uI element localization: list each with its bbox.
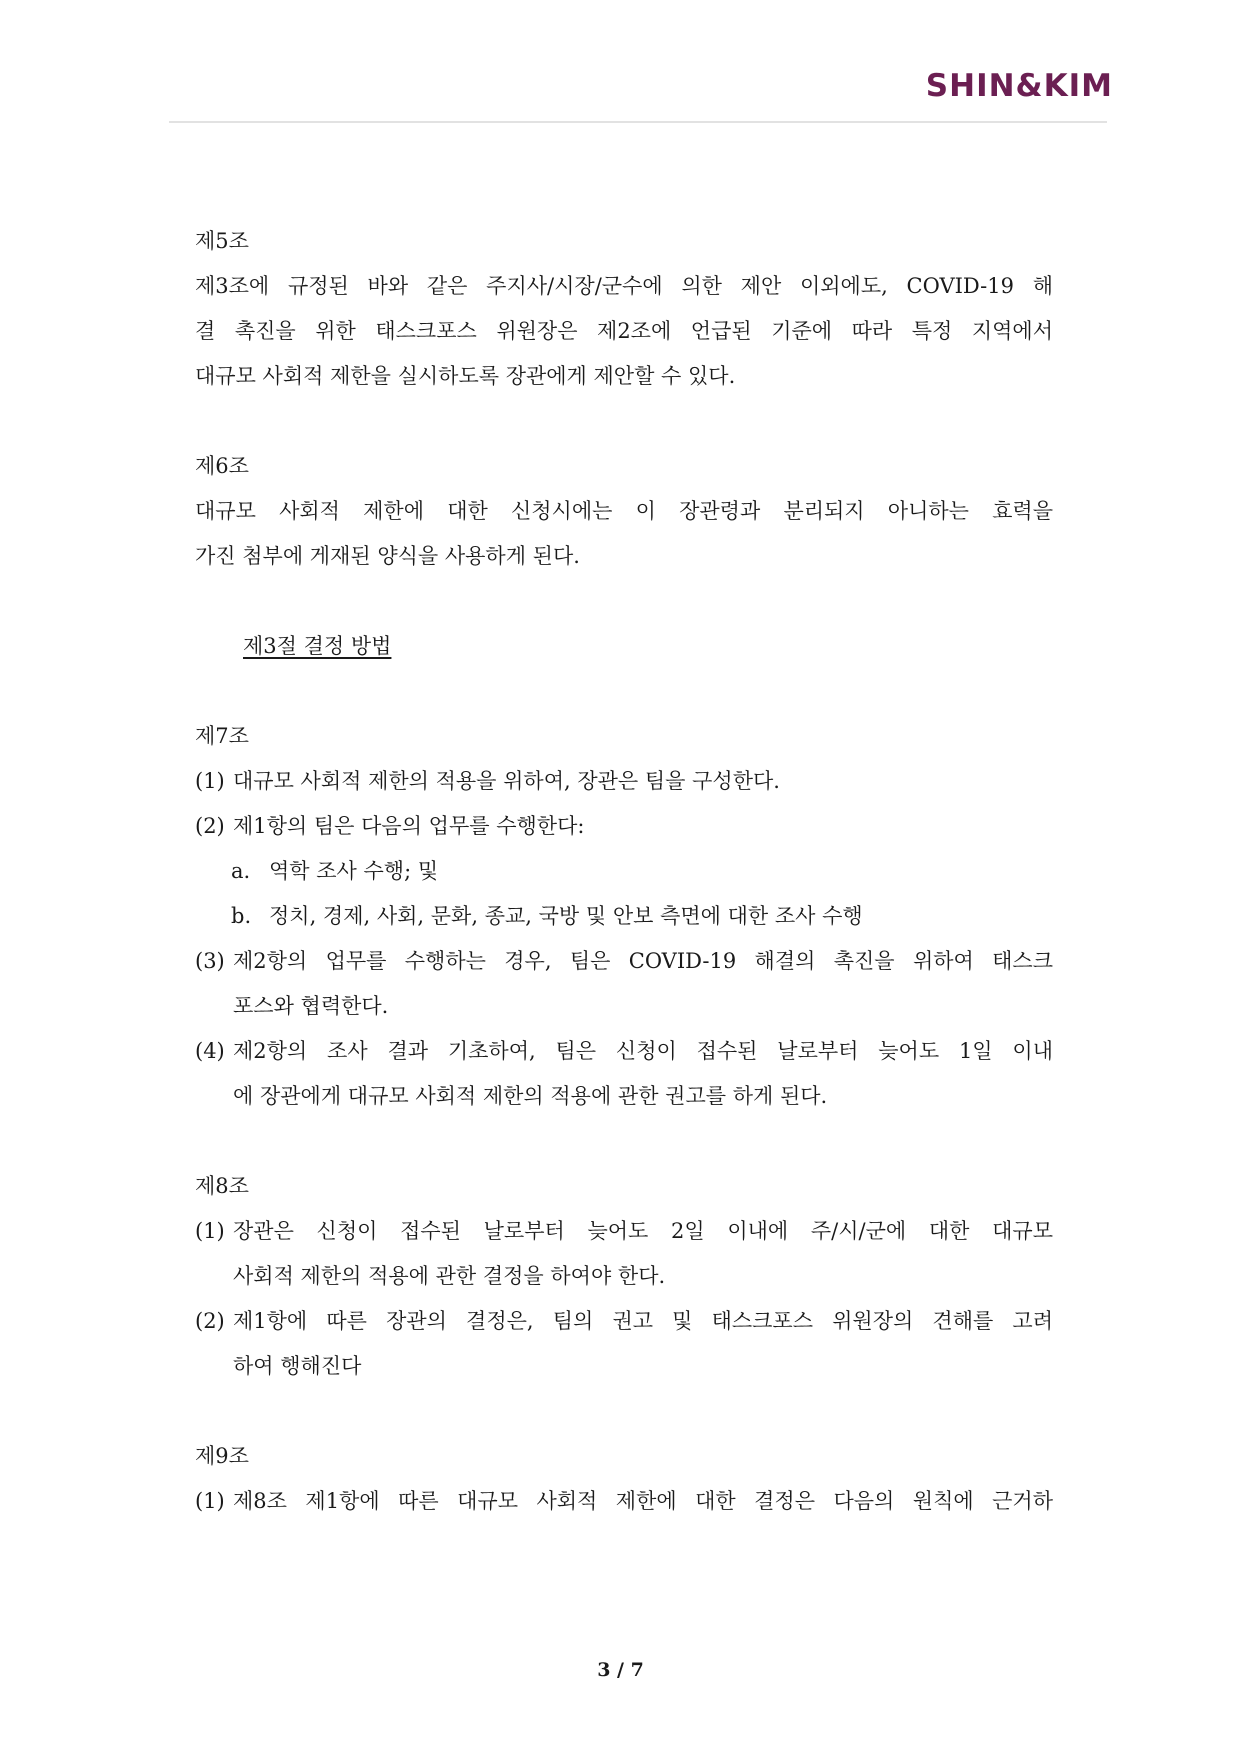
document-body bbox=[195, 219, 1053, 1524]
article-7-title: 제7조 bbox=[195, 724, 249, 748]
article-7-paragraph-4 bbox=[195, 1029, 1053, 1074]
article-6-line-2: 가진 첨부에 게재된 양식을 사용하게 된다. bbox=[195, 544, 580, 568]
article-9-title: 제9조 bbox=[195, 1444, 249, 1468]
paragraph-number: (4) bbox=[195, 1039, 225, 1063]
article-5-line-3: 대규모 사회적 제한을 실시하도록 장관에게 제안할 수 있다. bbox=[195, 364, 736, 388]
item-text: 정치, 경제, 사회, 문화, 종교, 국방 및 안보 측면에 대한 조사 수행 bbox=[269, 904, 863, 928]
article-5-line-1: 제3조에 규정된 바와 같은 주지사/시장/군수에 의한 제안 이외에도, COVID-19 해 bbox=[195, 274, 1053, 298]
article-8-paragraph-1-cont: 사회적 제한의 적용에 관한 결정을 하여야 한다. bbox=[233, 1264, 666, 1288]
section-3-heading bbox=[195, 624, 1053, 669]
item-label: a. bbox=[231, 859, 251, 883]
article-7-paragraph-1 bbox=[195, 759, 1053, 804]
paragraph-number: (1) bbox=[195, 769, 225, 793]
article-7-item-a bbox=[195, 849, 1053, 894]
paragraph-text: 제1항의 팀은 다음의 업무를 수행한다: bbox=[233, 814, 585, 838]
article-7-paragraph-3 bbox=[195, 939, 1053, 984]
paragraph-text: 제2항의 조사 결과 기초하여, 팀은 신청이 접수된 날로부터 늦어도 1일 이내 bbox=[233, 1039, 1053, 1063]
paragraph-number: (3) bbox=[195, 949, 225, 973]
article-8-paragraph-2-cont: 하여 행해진다 bbox=[233, 1354, 362, 1378]
item-label: b. bbox=[231, 904, 252, 928]
paragraph-text: 제1항에 따른 장관의 결정은, 팀의 권고 및 태스크포스 위원장의 견해를 고려 bbox=[233, 1309, 1053, 1333]
article-5-title: 제5조 bbox=[195, 229, 249, 253]
article-7-paragraph-2 bbox=[195, 804, 1053, 849]
item-text: 역학 조사 수행; 및 bbox=[269, 859, 439, 883]
article-9-paragraph-1 bbox=[195, 1479, 1053, 1524]
article-7-paragraph-3-cont: 포스와 협력한다. bbox=[233, 994, 389, 1018]
paragraph-text: 제2항의 업무를 수행하는 경우, 팀은 COVID-19 해결의 촉진을 위하여 태스크 bbox=[233, 949, 1053, 973]
article-8-paragraph-1 bbox=[195, 1209, 1053, 1254]
section-3-title: 제3절 결정 방법 bbox=[243, 634, 392, 658]
paragraph-text: 대규모 사회적 제한의 적용을 위하여, 장관은 팀을 구성한다. bbox=[233, 769, 780, 793]
article-5-line-2: 결 촉진을 위한 태스크포스 위원장은 제2조에 언급된 기준에 따라 특정 지역에서 bbox=[195, 319, 1053, 343]
paragraph-text: 장관은 신청이 접수된 날로부터 늦어도 2일 이내에 주/시/군에 대한 대규모 bbox=[233, 1219, 1053, 1243]
paragraph-number: (1) bbox=[195, 1219, 225, 1243]
article-8-title: 제8조 bbox=[195, 1174, 249, 1198]
paragraph-number: (2) bbox=[195, 814, 225, 838]
header-divider bbox=[169, 121, 1107, 123]
paragraph-text: 제8조 제1항에 따른 대규모 사회적 제한에 대한 결정은 다음의 원칙에 근거하 bbox=[233, 1489, 1053, 1513]
article-7-item-b bbox=[195, 894, 1053, 939]
firm-logo: SHIN&KIM bbox=[925, 68, 1113, 104]
paragraph-number: (2) bbox=[195, 1309, 225, 1333]
paragraph-number: (1) bbox=[195, 1489, 225, 1513]
article-6-title: 제6조 bbox=[195, 454, 249, 478]
article-7-paragraph-4-cont: 에 장관에게 대규모 사회적 제한의 적용에 관한 권고를 하게 된다. bbox=[233, 1084, 828, 1108]
article-8-paragraph-2 bbox=[195, 1299, 1053, 1344]
article-6-line-1: 대규모 사회적 제한에 대한 신청시에는 이 장관령과 분리되지 아니하는 효력을 bbox=[195, 499, 1053, 523]
page-number: 3 / 7 bbox=[597, 1659, 644, 1681]
